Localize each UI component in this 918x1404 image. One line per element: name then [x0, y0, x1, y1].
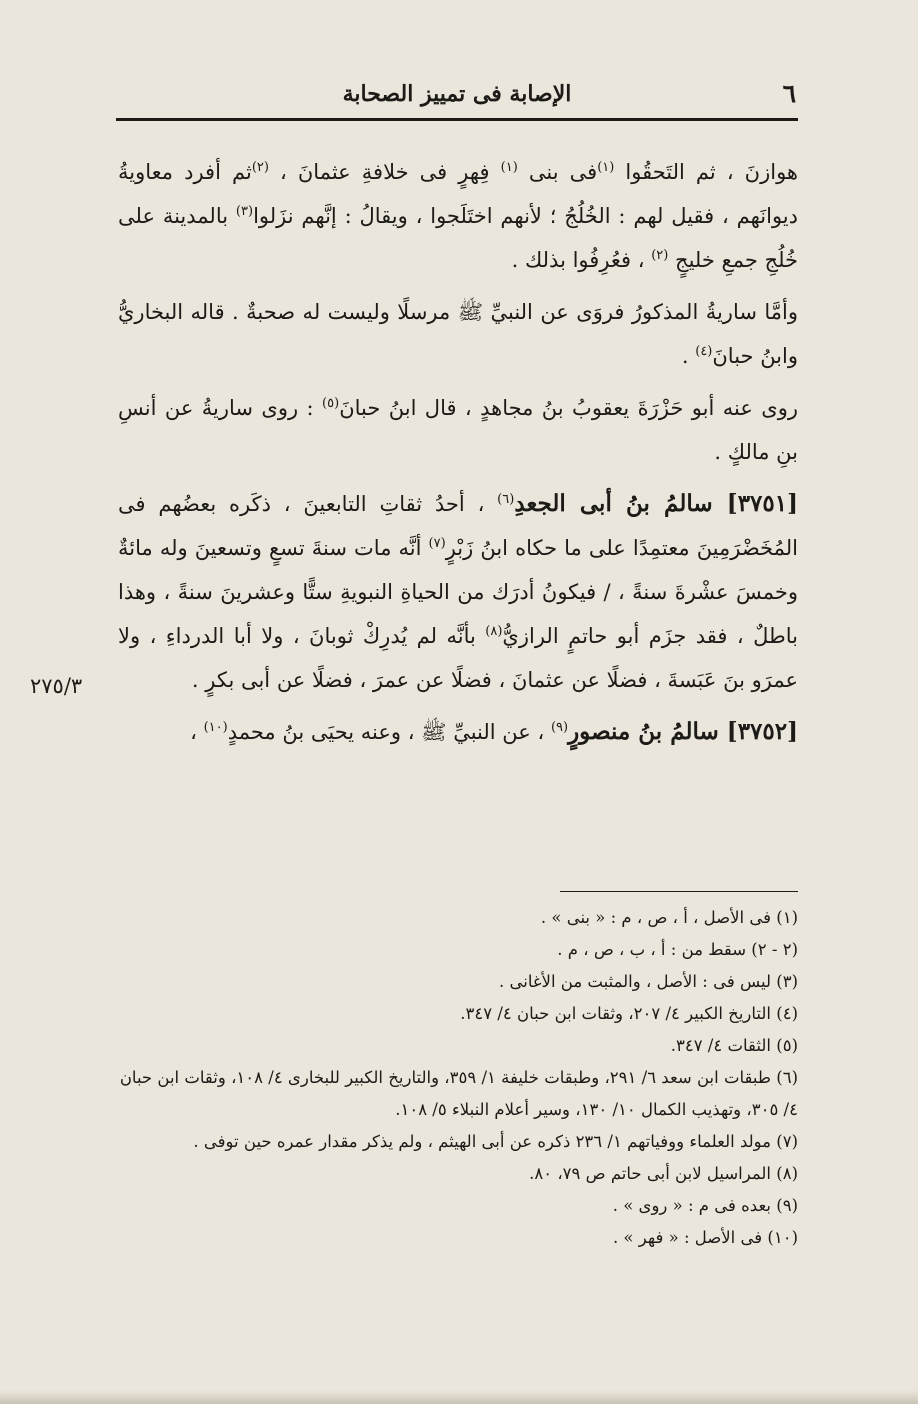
entry-3751: [٣٧٥١] سالمُ بنُ أبى الجعدِ$^{(٦)}$ ، أحدُ ثقاتِ التابعينَ ، ذكَره بعضُهم فى المُخَضْرَمِينَ معتمِدًا على ما حكاه ابنُ زَبْرٍ$^{(٧)}$ أنَّه مات سنةَ تسعٍ وتسعينَ وله مائةٌ وخمسَ عشْرةَ سنةً ، / فيكونُ أدرَك من الحياةِ النبويةِ ستًّا وعشرينَ سنةً ، وهذا باطلٌ ، فقد جزَم أبو حاتمٍ الرازيُّ$^{(٨)}$ بأنَّه لم يُدرِكْ ثوبانَ ، ولا أبا الدرداءِ ، ولا عمرَو بنَ عَبَسةَ ، فضلًا عن عثمانَ ، فضلًا عن عمرَ ، فضلًا عن أبى بكرٍ . — [118, 490, 799, 692]
footnote: (١) فى الأصل ، أ ، ص ، م : « بنى » . — [540, 908, 798, 927]
footnote-ref: (٥) — [322, 396, 340, 411]
footnote-ref: (١) — [597, 160, 615, 175]
footnote: (٤) التاريخ الكبير ٤/ ٢٠٧، وثقات ابن حبان ٤/ ٣٤٧. — [460, 1004, 798, 1023]
paragraph-sariya: وأمَّا ساريةُ المذكورُ فروَى عن النبيِّ ﷺ مرسلًا وليست له صحبةٌ . قاله البخاريُّ وابنُ حبانَ$^{(٤)}$ . — [118, 300, 798, 368]
footnote-ref: (٤) — [695, 344, 713, 359]
footnote-ref: (٨) — [485, 624, 503, 639]
footnote: (٩) بعده فى م : « روى » . — [612, 1196, 798, 1215]
entry-3752: [٣٧٥٢] سالمُ بنُ منصورٍ$^{(٩)}$ ، عن النبيِّ ﷺ ، وعنه يحيَى بنُ محمدٍ$^{(١٠)}$ ، — [190, 718, 798, 745]
footnote-ref: (٦) — [497, 492, 515, 507]
entry-heading: [٣٧٥٢] سالمُ بنُ منصورٍ — [568, 718, 798, 745]
footnote-ref: (٢) — [251, 160, 269, 175]
footnote-ref: (٩) — [550, 720, 569, 735]
footnote: (٧) مولد العلماء ووفياتهم ١/ ٢٣٦ ذكره عن أبى الهيثم ، ولم يذكر مقدار عمره حين توفى . — [193, 1132, 798, 1151]
footnote-ref: (٢) — [651, 248, 669, 263]
paragraph-hawazin: هوازنَ ، ثم التَحقُوا $^{(١)}$فى بنى $^{(١)}$ فِهرٍ فى خلافةِ عثمانَ ، $^{(٢)}$ثم أفرد معاويةُ ديوانَهم ، فقيل لهم : الخُلُجُ ؛ لأنهم اختَلَجوا ، ويقالُ : إنَّهم نزَلوا$^{(٣)}$ بالمدينة على خُلُجِ جمعِ خليجٍ $^{(٢)}$ ، فعُرِفُوا بذلك . — [118, 160, 798, 272]
footnote-separator — [560, 891, 798, 892]
footnote-ref: (١) — [500, 160, 518, 175]
footnote: (٣) ليس فى : الأصل ، والمثبت من الأغانى . — [499, 972, 798, 991]
footnote-ref: (٣) — [235, 204, 254, 219]
footnote: (٢ - ٢) سقط من : أ ، ب ، ص ، م . — [557, 940, 798, 959]
footnote-ref: (١٠) — [203, 720, 228, 735]
page-edge-shadow — [0, 1390, 918, 1404]
footnote: (٦) طبقات ابن سعد ٦/ ٢٩١، وطبقات خليفة ١/ ٣٥٩، والتاريخ الكبير للبخارى ٤/ ١٠٨، وثقات ابن حبان ٤/ ٣٠٥، وتهذيب الكمال ١٠/ ١٣٠، وسير أعلام النبلاء ٥/ ١٠٨. — [119, 1068, 798, 1119]
footnote-ref: (٧) — [428, 536, 446, 551]
footnote: (٥) الثقات ٤/ ٣٤٧. — [670, 1036, 798, 1055]
footnotes — [118, 902, 798, 1254]
page-number: ٦ — [782, 79, 796, 108]
margin-page-reference: ٢٧٥/٣ — [30, 674, 83, 698]
main-text — [118, 150, 798, 762]
footnote: (٨) المراسيل لابن أبى حاتم ص ٧٩، ٨٠. — [529, 1164, 798, 1183]
header-rule — [116, 118, 798, 121]
page-header — [118, 80, 796, 108]
entry-heading: [٣٧٥١] سالمُ بنُ أبى الجعدِ — [514, 490, 798, 517]
running-title: الإصابة فى تمييز الصحابة — [342, 81, 572, 107]
paragraph-narrators: روى عنه أبو حَزْرَةَ يعقوبُ بنُ مجاهدٍ ، قال ابنُ حبانَ$^{(٥)}$ : روى ساريةُ عن أنسِ بنِ مالكٍ . — [118, 396, 798, 464]
footnote: (١٠) فى الأصل : « فهر » . — [612, 1228, 798, 1247]
